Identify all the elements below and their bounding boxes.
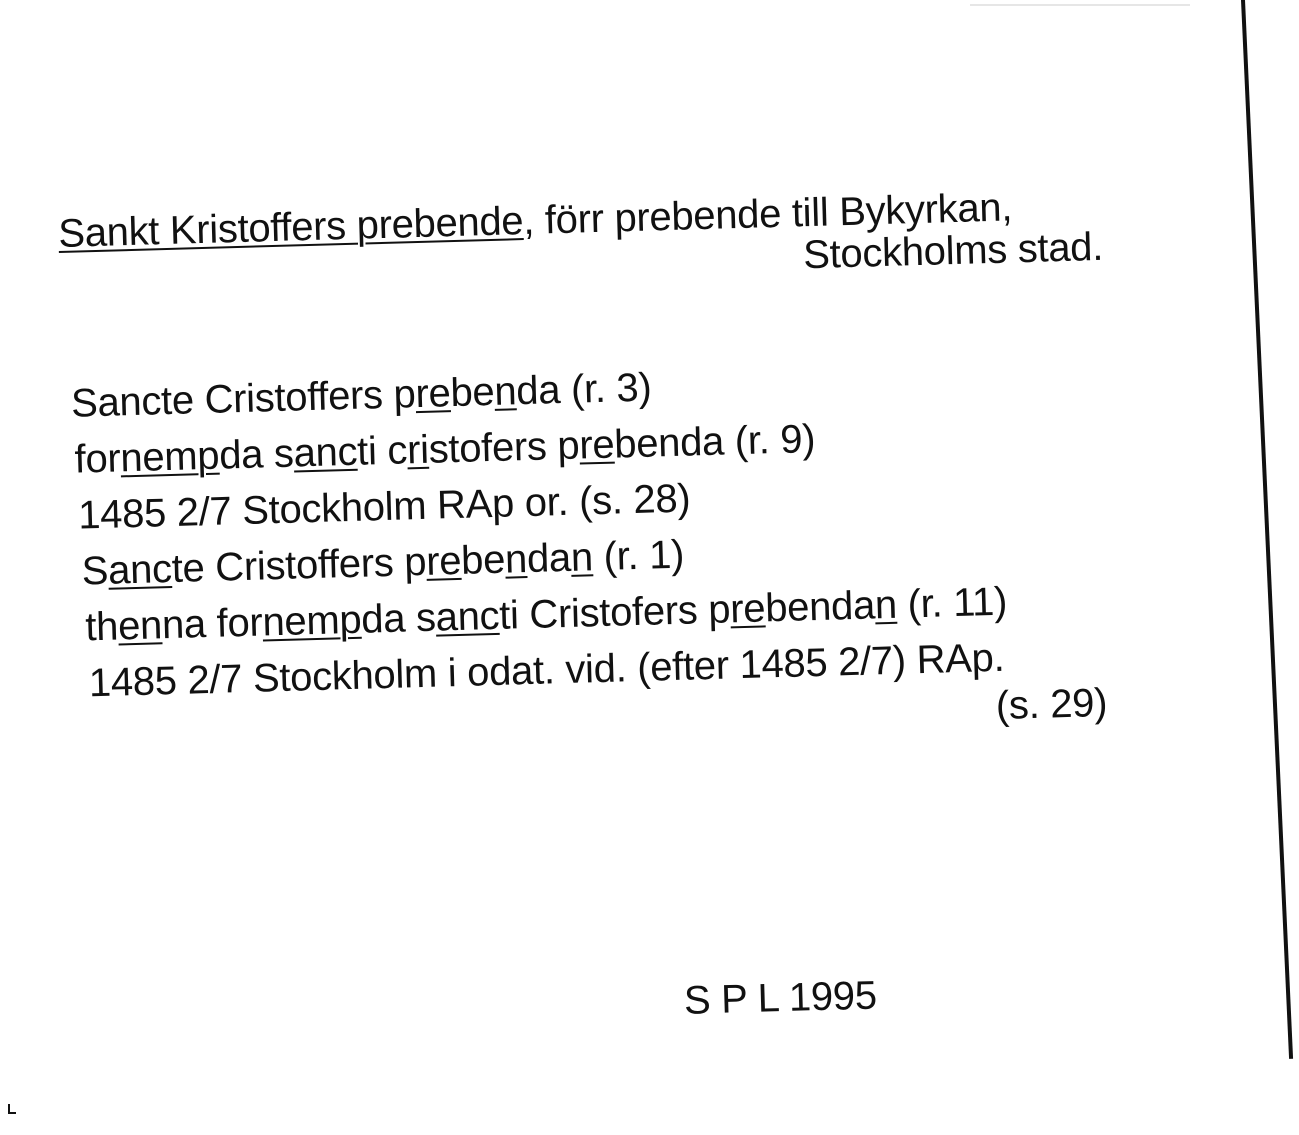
entry-line-1: Sancte Cristoffers prebenda (r. 3) (70, 365, 652, 426)
heading-line-2: Stockholms stad. (802, 224, 1104, 278)
entry-line-2: fornempda sancti cristofers prebenda (r. 9) (74, 416, 816, 482)
entry-line-4: Sancte Cristoffers prebendan (r. 1) (81, 532, 685, 594)
entry-line-7: (s. 29) (995, 680, 1108, 729)
entry-line-3: 1485 2/7 Stockholm RAp or. (s. 28) (77, 476, 691, 538)
entry-line-6: 1485 2/7 Stockholm i odat. vid. (efter 1485 2/7) RAp. (88, 635, 1005, 706)
heading-rest: , förr prebende till Bykyrkan, (522, 185, 1013, 244)
entry-line-5: thenna fornempda sancti Cristofers prebendan (r. 11) (84, 579, 1008, 650)
signature: S P L 1995 (683, 973, 878, 1023)
scan-speck (8, 1104, 16, 1114)
heading-title: Sankt Kristoffers prebende (57, 199, 524, 257)
